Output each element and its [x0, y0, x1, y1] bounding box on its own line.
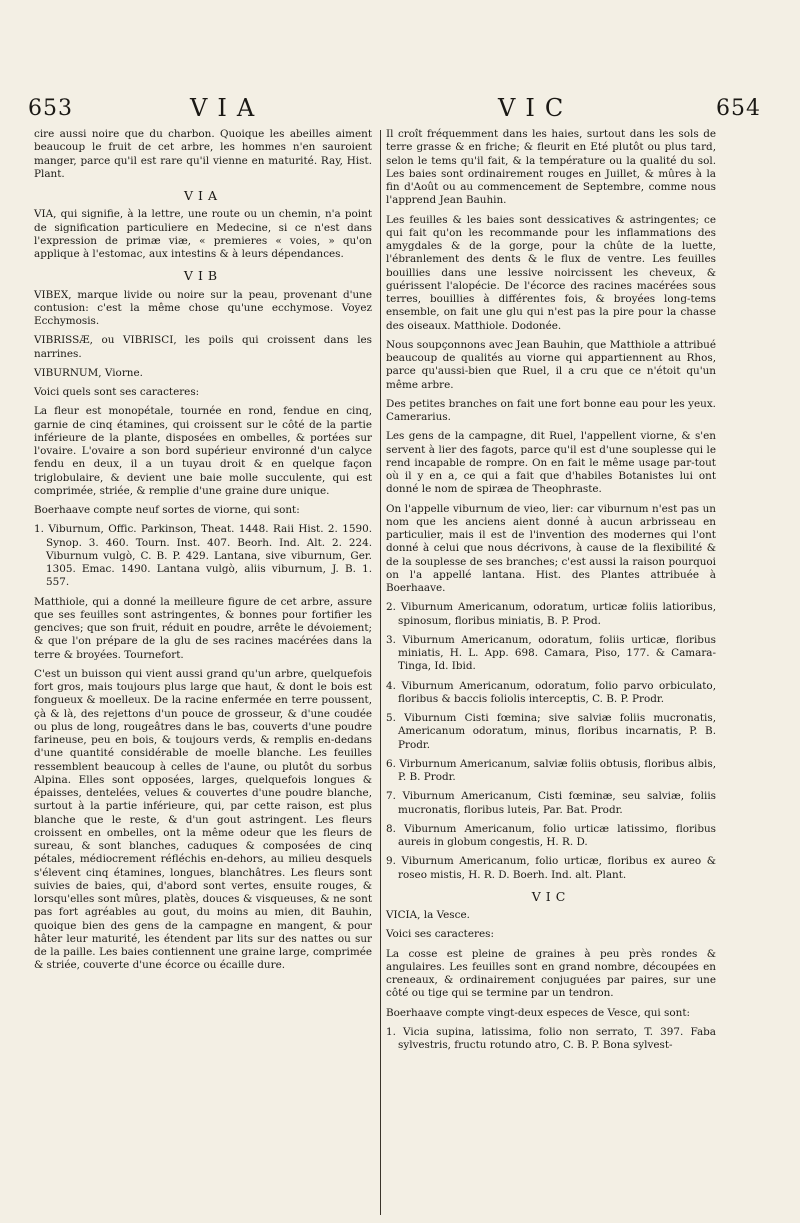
paragraph-boerhaave: Boerhaave compte neuf sortes de viorne, qui sont: [34, 504, 300, 516]
section-heading-vib: VIB [183, 268, 223, 284]
paragraph-buisson: C'est un buisson qui vient aussi grand qu'un arbre, quelquefois fort gros, mais toujours plus large que haut, & dont le bois est fongueux & moelleux. De la racine enfermée en terre poussent, çà & là, des rejettons d'un pouce de grosseur, & d'une coudée ou plus de long, rougeâtres dans le bas, couverts d'une poudre farineuse, peu en bois, & toujours verds, & remplis en-dedans d'une quantité considérable de moelle blanche. Les feuilles ressemblent beaucoup à celles de l'aune, ou plutôt du sorbus Alpina. Elles sont opposées, larges, quelquefois longues & épaisses, dentelées, velues & couvertes d'une poudre blanche, surtout à la partie inférieure, qui, par cette raison, est plus blanche que le reste, & d'un gout astringent. Les fleurs croissent en ombelles, ont la même odeur que les fleurs de sureau, & sont blanches, caduques & composées de cinq pétales, médiocrement réfléchis en-dehors, au milieu desquels s'élevent cinq étamines, longues, blanchâtres. Les fleurs sont suivies de baies, qui, d'abord sont vertes, ensuite rouges, & lorsqu'elles sont mûres, platès, douces & visqueuses, & ne sont pas fort agréables au gout, du moins au mien, dit Bauhin, quoique bien des gens de la campagne en mangent, & pour hâter leur maturité, les étendent par lits sur des nattes ou sur de la paille. Les baies contiennent une graine large, comprimée & striée, couverte d'une écorce ou écaille dure. [34, 667, 372, 972]
page-number-right: 654 [716, 96, 761, 121]
list-item-2: 2. Viburnum Americanum, odoratum, urticæ foliis latioribus, spinosum, floribus miniatis, B. P. Prod. [386, 601, 716, 627]
list-item-7: 7. Viburnum Americanum, Cisti fœminæ, seu salviæ, foliis mucronatis, floribus luteis, Par. Bat. Prodr. [386, 790, 716, 816]
page-number-left: 653 [28, 96, 73, 121]
left-column [34, 128, 372, 979]
entry-vibex: VIBEX, marque livide ou noire sur la peau, provenant d'une contusion: c'est la même chose qu'une ecchymose. Voyez Ecchymosis. [34, 288, 372, 327]
paragraph-feuilles: Les feuilles & les baies sont dessicatives & astringentes; ce qui fait qu'on les recommande pour les inflammations des amygdales & de la gorge, pour la chûte de la luette, l'ébranlement des dents & le flux de ventre. Les feuilles bouillies dans une lessive noircissent les cheveux, & guérissent l'alopécie. De l'écorce des racines macérées sous terres, bouillies à différentes fois, & broyées long-tems ensemble, on fait une glu qui n'est pas la pire pour la chasse des oiseaux. Matthiole. Dodonée. [386, 213, 716, 332]
paragraph-matthiole: Matthiole, qui a donné la meilleure figure de cet arbre, assure que ses feuilles sont astringentes, & bonnes pour fortifier les gencives; que son fruit, réduit en poudre, arrête le dévoiement; & que l'on prépare de la glu de ses racines macérées dans la terre & broyées. Tournefort. [34, 595, 372, 661]
paragraph-boerhaave-vesce: Boerhaave compte vingt-deux especes de Vesce, qui sont: [386, 1006, 691, 1019]
paragraph-caracteres-vicia: Voici ses caracteres: [386, 928, 494, 941]
entry-vibrissae: VIBRISSÆ, ou VIBRISCI, les poils qui croissent dans les narrines. [34, 334, 372, 360]
paragraph-croit: Il croît fréquemment dans les haies, surtout dans les sols de terre grasse & en friche; & fleurit en Eté plutôt ou plus tard, selon le tems qu'il fait, & la température ou la qualité du sol. Les baies sont ordinairement rouges en Juillet, & mûres à la fin d'Août ou au commencement de Septembre, comme nous l'apprend Jean Bauhin. [386, 128, 716, 207]
paragraph-gens: Les gens de la campagne, dit Ruel, l'appellent viorne, & s'en servent à lier des fagots, parce qu'il est d'une souplesse qui le rend incapable de rompre. On en fait le même usage par-tout où il y en a, ce qui a fait que d'habiles Botanistes lui ont donné le nom de spiræa de Theophraste. [386, 430, 716, 496]
paragraph-appelle: On l'appelle viburnum de vieo, lier: car viburnum n'est pas un nom que les anciens aient donné à aucun arbrisseau en particulier, mais il est de l'invention des modernes qui l'ont donné à celui que nous décrivons, à cause de la flexibilité & de la souplesse de ses branches; c'est aussi la raison pourquoi on l'a appellé lantana. Hist. des Plantes attribuée à Boerhaave. [386, 502, 716, 594]
entry-vicia: VICIA, la Vesce. [386, 909, 470, 921]
list-item-9: 9. Viburnum Americanum, folio urticæ, floribus ex aureo & roseo mistis, H. R. D. Boerh. Ind. alt. Plant. [386, 855, 716, 881]
list-item-1: 1. Viburnum, Offic. Parkinson, Theat. 1448. Raii Hist. 2. 1590. Synop. 3. 460. Tourn. Inst. 407. Beorh. Ind. Alt. 2. 224. Viburnum vulgò, C. B. P. 429. Lantana, sive viburnum, Ger. 1305. Emac. 1490. Lantana vulgò, aliis viburnum, J. B. 1. 557. [34, 523, 372, 589]
page-header [0, 92, 800, 128]
section-heading-via: VIA [184, 188, 222, 203]
entry-viburnum: VIBURNUM, Viorne. [34, 366, 143, 379]
paragraph-cire: cire aussi noire que du charbon. Quoique les abeilles aiment beaucoup le fruit de cet arbre, les hommes n'en sauroient manger, parce qu'il est rare qu'il vienne en maturité. Ray, Hist. Plant. [34, 128, 372, 180]
list-item-5: 5. Viburnum Cisti fœmina; sive salviæ foliis mucronatis, Americanum odoratum, minus, floribus incarnatis, P. B. Prodr. [386, 712, 716, 751]
paragraph-fleur: La fleur est monopétale, tournée en rond, fendue en cinq, garnie de cinq étamines, qui croissent sur le côté de la partie inférieure de la plante, disposées en ombelles, & portées sur l'ovaire. L'ovaire a son bord supérieur environné d'un calyce fendu en deux, il a un tuyau droit & en quelque façon triglobulaire, & devient une baie molle succulente, qui est comprimée, striée, & remplie d'une graine dure unique. [34, 405, 372, 497]
list-item-6: 6. Virburnum Americanum, salviæ foliis obtusis, floribus albis, P. B. Prodr. [386, 757, 716, 783]
list-item-8: 8. Viburnum Americanum, folio urticæ latissimo, floribus aureis in globum congestis, H. R. D. [386, 822, 716, 848]
entry-via: VIA, qui signifie, à la lettre, une route ou un chemin, n'a point de signification particuliere en Medecine, si ce n'est dans l'expression de primæ viæ, « premieres « voies, » qu'on applique à l'estomac, aux intestins & à leurs dépendances. [34, 208, 372, 260]
list-item-vicia-1: 1. Vicia supina, latissima, folio non serrato, T. 397. Faba sylvestris, fructu rotundo atro, C. B. P. Bona sylvest- [386, 1025, 716, 1051]
list-item-3: 3. Viburnum Americanum, odoratum, foliis urticæ, floribus miniatis, H. L. App. 698. Camara, Piso, 177. & Camara-Tinga, Id. Ibid. [386, 633, 716, 673]
running-head-right: VIC [498, 94, 574, 122]
list-item-4: 4. Viburnum Americanum, odoratum, folio parvo orbiculato, floribus & baccis foliolis interceptis, C. B. P. Prodr. [386, 679, 716, 705]
paragraph-petites-branches: Des petites branches on fait une fort bonne eau pour les yeux. Camerarius. [386, 397, 716, 423]
running-head-left: VIA [190, 94, 265, 122]
paragraph-cosse: La cosse est pleine de graines à peu près rondes & angulaires. Les feuilles sont en grand nombre, découpées en creneaux, & ordinairement conjuguées par paires, sur une côté ou tige qui se termine par un tendron. [386, 947, 716, 1000]
paragraph-caracteres: Voici quels sont ses caracteres: [34, 386, 200, 398]
section-heading-vic: VIC [531, 888, 571, 904]
paragraph-soupconnons: Nous soupçonnons avec Jean Bauhin, que Matthiole a attribué beaucoup de qualités au viorne qui appartiennent au Rhos, parce qu'aussi-bien que Ruel, il a cru que ce n'étoit qu'un même arbre. [386, 338, 716, 391]
right-column [386, 128, 716, 1058]
column-rule [380, 130, 381, 1215]
